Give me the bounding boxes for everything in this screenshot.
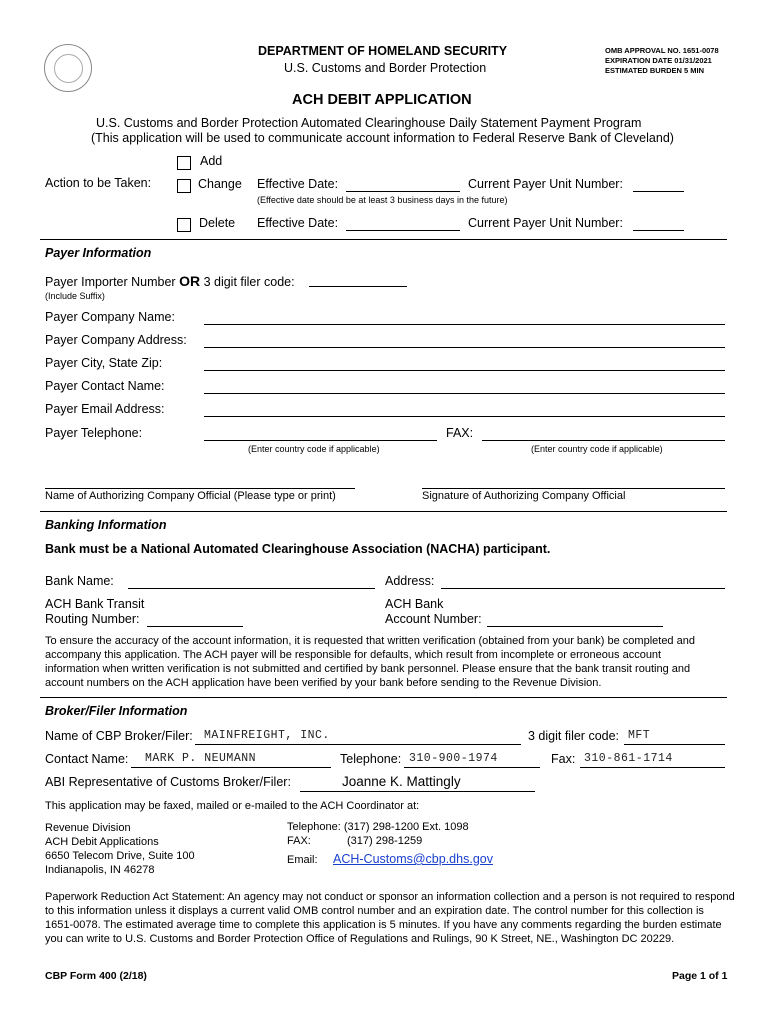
delete-payer-unit-field[interactable]: [633, 230, 684, 231]
change-checkbox[interactable]: [177, 179, 191, 193]
coordinator-email-link[interactable]: ACH-Customs@cbp.dhs.gov: [333, 852, 493, 866]
city-state-zip-label: Payer City, State Zip:: [45, 356, 163, 370]
change-payer-unit-label: Current Payer Unit Number:: [468, 177, 623, 191]
change-effective-date-label: Effective Date:: [257, 177, 339, 191]
notice-line: accompany this application. The ACH payer will be responsible for defaults, which result from incomplete or erroneous account: [45, 649, 662, 661]
paperwork-line: you can write to U.S. Customs and Border Protection Office of Regulations and Rulings, 90 K Street, NE., Washington DC 20229.: [45, 933, 675, 945]
authorizing-name-field[interactable]: [45, 488, 355, 489]
delete-payer-unit-label: Current Payer Unit Number:: [468, 216, 623, 230]
account-number-field[interactable]: [487, 626, 663, 627]
form-id: CBP Form 400 (2/18): [45, 970, 147, 982]
nacha-requirement: Bank must be a National Automated Clearinghouse Association (NACHA) participant.: [45, 542, 551, 556]
payer-section-heading: Payer Information: [45, 246, 152, 260]
importer-or: OR: [179, 273, 201, 289]
mailing-instructions: This application may be faxed, mailed or e-mailed to the ACH Coordinator at:: [45, 800, 420, 812]
broker-contact-label: Contact Name:: [45, 752, 129, 766]
change-effective-date-field[interactable]: [346, 191, 460, 192]
bank-name-field[interactable]: [128, 588, 375, 589]
signature-label: Signature of Authorizing Company Official: [422, 490, 626, 502]
account-label-1: ACH Bank: [385, 597, 444, 611]
contact-name-label: Payer Contact Name:: [45, 379, 165, 393]
company-name-label: Payer Company Name:: [45, 310, 175, 324]
broker-telephone-label: Telephone:: [340, 752, 402, 766]
address-line: Revenue Division: [45, 822, 131, 834]
fax-field[interactable]: [482, 440, 725, 441]
broker-fax-field: [580, 767, 725, 768]
broker-section-heading: Broker/Filer Information: [45, 704, 188, 718]
broker-name-label: Name of CBP Broker/Filer:: [45, 729, 193, 743]
broker-fax-value[interactable]: 310-861-1714: [584, 752, 673, 765]
broker-contact-value[interactable]: MARK P. NEUMANN: [145, 752, 257, 765]
signature-field[interactable]: [422, 488, 725, 489]
form-subtitle-1: U.S. Customs and Border Protection Automated Clearinghouse Daily Statement Payment Program: [96, 116, 642, 130]
paperwork-reduction-statement: [45, 890, 735, 946]
expiration-date: EXPIRATION DATE 01/31/2021: [605, 56, 712, 65]
estimated-burden: ESTIMATED BURDEN 5 MIN: [605, 66, 705, 75]
contact-name-field[interactable]: [204, 393, 725, 394]
delete-checkbox[interactable]: [177, 218, 191, 232]
fax-country-note: (Enter country code if applicable): [531, 444, 663, 454]
authorizing-name-label: Name of Authorizing Company Official (Please type or print): [45, 490, 336, 502]
divider: [40, 239, 727, 240]
notice-line: account numbers on the ACH application have been verified by your bank before sending to the Revenue Division.: [45, 677, 602, 689]
telephone-field[interactable]: [204, 440, 437, 441]
company-address-label: Payer Company Address:: [45, 333, 187, 347]
bank-address-label: Address:: [385, 574, 435, 588]
telephone-country-note: (Enter country code if applicable): [248, 444, 380, 454]
mailing-address: [45, 821, 195, 877]
company-name-field[interactable]: [204, 324, 725, 325]
abi-rep-value[interactable]: Joanne K. Mattingly: [342, 774, 461, 789]
address-line: ACH Debit Applications: [45, 836, 159, 848]
broker-telephone-field: [404, 767, 540, 768]
importer-number-label: [45, 273, 295, 289]
bank-name-label: Bank Name:: [45, 574, 114, 588]
filer-code-value[interactable]: MFT: [628, 729, 651, 742]
action-label: Action to be Taken:: [45, 176, 152, 190]
routing-number-field[interactable]: [147, 626, 243, 627]
broker-contact-field: [131, 767, 331, 768]
fax-label: FAX:: [446, 426, 474, 440]
importer-number-field[interactable]: [309, 286, 407, 287]
importer-label-b: 3 digit filer code:: [203, 275, 295, 289]
telephone-label: Payer Telephone:: [45, 426, 143, 440]
email-field[interactable]: [204, 416, 725, 417]
account-label-2: Account Number:: [385, 612, 482, 626]
email-label: Payer Email Address:: [45, 402, 165, 416]
address-line: 6650 Telecom Drive, Suite 100: [45, 850, 195, 862]
change-payer-unit-field[interactable]: [633, 191, 684, 192]
abi-rep-label: ABI Representative of Customs Broker/Filer:: [45, 775, 291, 789]
omb-approval: OMB APPROVAL NO. 1651-0078: [605, 46, 719, 55]
coordinator-fax-value: (317) 298-1259: [347, 835, 423, 847]
filer-code-field: [624, 744, 725, 745]
delete-effective-date-label: Effective Date:: [257, 216, 339, 230]
delete-label: Delete: [199, 216, 236, 230]
routing-label-1: ACH Bank Transit: [45, 597, 145, 611]
divider: [40, 511, 727, 512]
coordinator-fax-label: FAX:: [287, 835, 311, 847]
dhs-seal-logo: [44, 44, 92, 92]
broker-name-value[interactable]: MAINFREIGHT, INC.: [204, 729, 330, 742]
routing-label-2: Routing Number:: [45, 612, 140, 626]
divider: [40, 697, 727, 698]
change-label: Change: [198, 177, 242, 191]
verification-notice: [45, 634, 735, 690]
broker-telephone-value[interactable]: 310-900-1974: [409, 752, 498, 765]
add-checkbox[interactable]: [177, 156, 191, 170]
coordinator-email-label: Email:: [287, 854, 318, 866]
add-label: Add: [200, 154, 223, 168]
paperwork-line: to this information unless it displays a current valid OMB control number and an expiration date. The control number for this collection is: [45, 905, 704, 917]
broker-fax-label: Fax:: [551, 752, 576, 766]
notice-line: To ensure the accuracy of the account information, it is requested that written verification (obtained from your bank) be completed and: [45, 635, 695, 647]
paperwork-line: Paperwork Reduction Act Statement: An agency may not conduct or sponsor an information collection and a person is not required to respond: [45, 891, 735, 903]
effective-date-note: (Effective date should be at least 3 business days in the future): [257, 195, 508, 205]
agency-name: U.S. Customs and Border Protection: [284, 61, 487, 75]
bank-address-field[interactable]: [441, 588, 725, 589]
broker-name-field: [195, 744, 521, 745]
address-line: Indianapolis, IN 46278: [45, 864, 155, 876]
banking-section-heading: Banking Information: [45, 518, 167, 532]
form-subtitle-2: (This application will be used to communicate account information to Federal Reserve Bank of Cleveland): [91, 131, 674, 145]
city-state-zip-field[interactable]: [204, 370, 725, 371]
department-name: DEPARTMENT OF HOMELAND SECURITY: [258, 44, 508, 58]
form-title: ACH DEBIT APPLICATION: [292, 92, 472, 108]
company-address-field[interactable]: [204, 347, 725, 348]
filer-code-label: 3 digit filer code:: [528, 729, 620, 743]
paperwork-line: 1651-0078. The estimated average time to complete this application is 5 minutes. If you have any comments regarding the burden estimate: [45, 919, 722, 931]
notice-line: information when written verification is not submitted and certified by bank personnel. Please ensure that the bank transit routing and: [45, 663, 691, 675]
page-number: Page 1 of 1: [672, 970, 728, 982]
suffix-note: (Include Suffix): [45, 291, 105, 301]
delete-effective-date-field[interactable]: [346, 230, 460, 231]
abi-rep-field: [300, 791, 535, 792]
importer-label-a: Payer Importer Number: [45, 275, 176, 289]
coordinator-telephone: Telephone: (317) 298-1200 Ext. 1098: [287, 821, 469, 833]
eagle-icon: [54, 54, 83, 83]
